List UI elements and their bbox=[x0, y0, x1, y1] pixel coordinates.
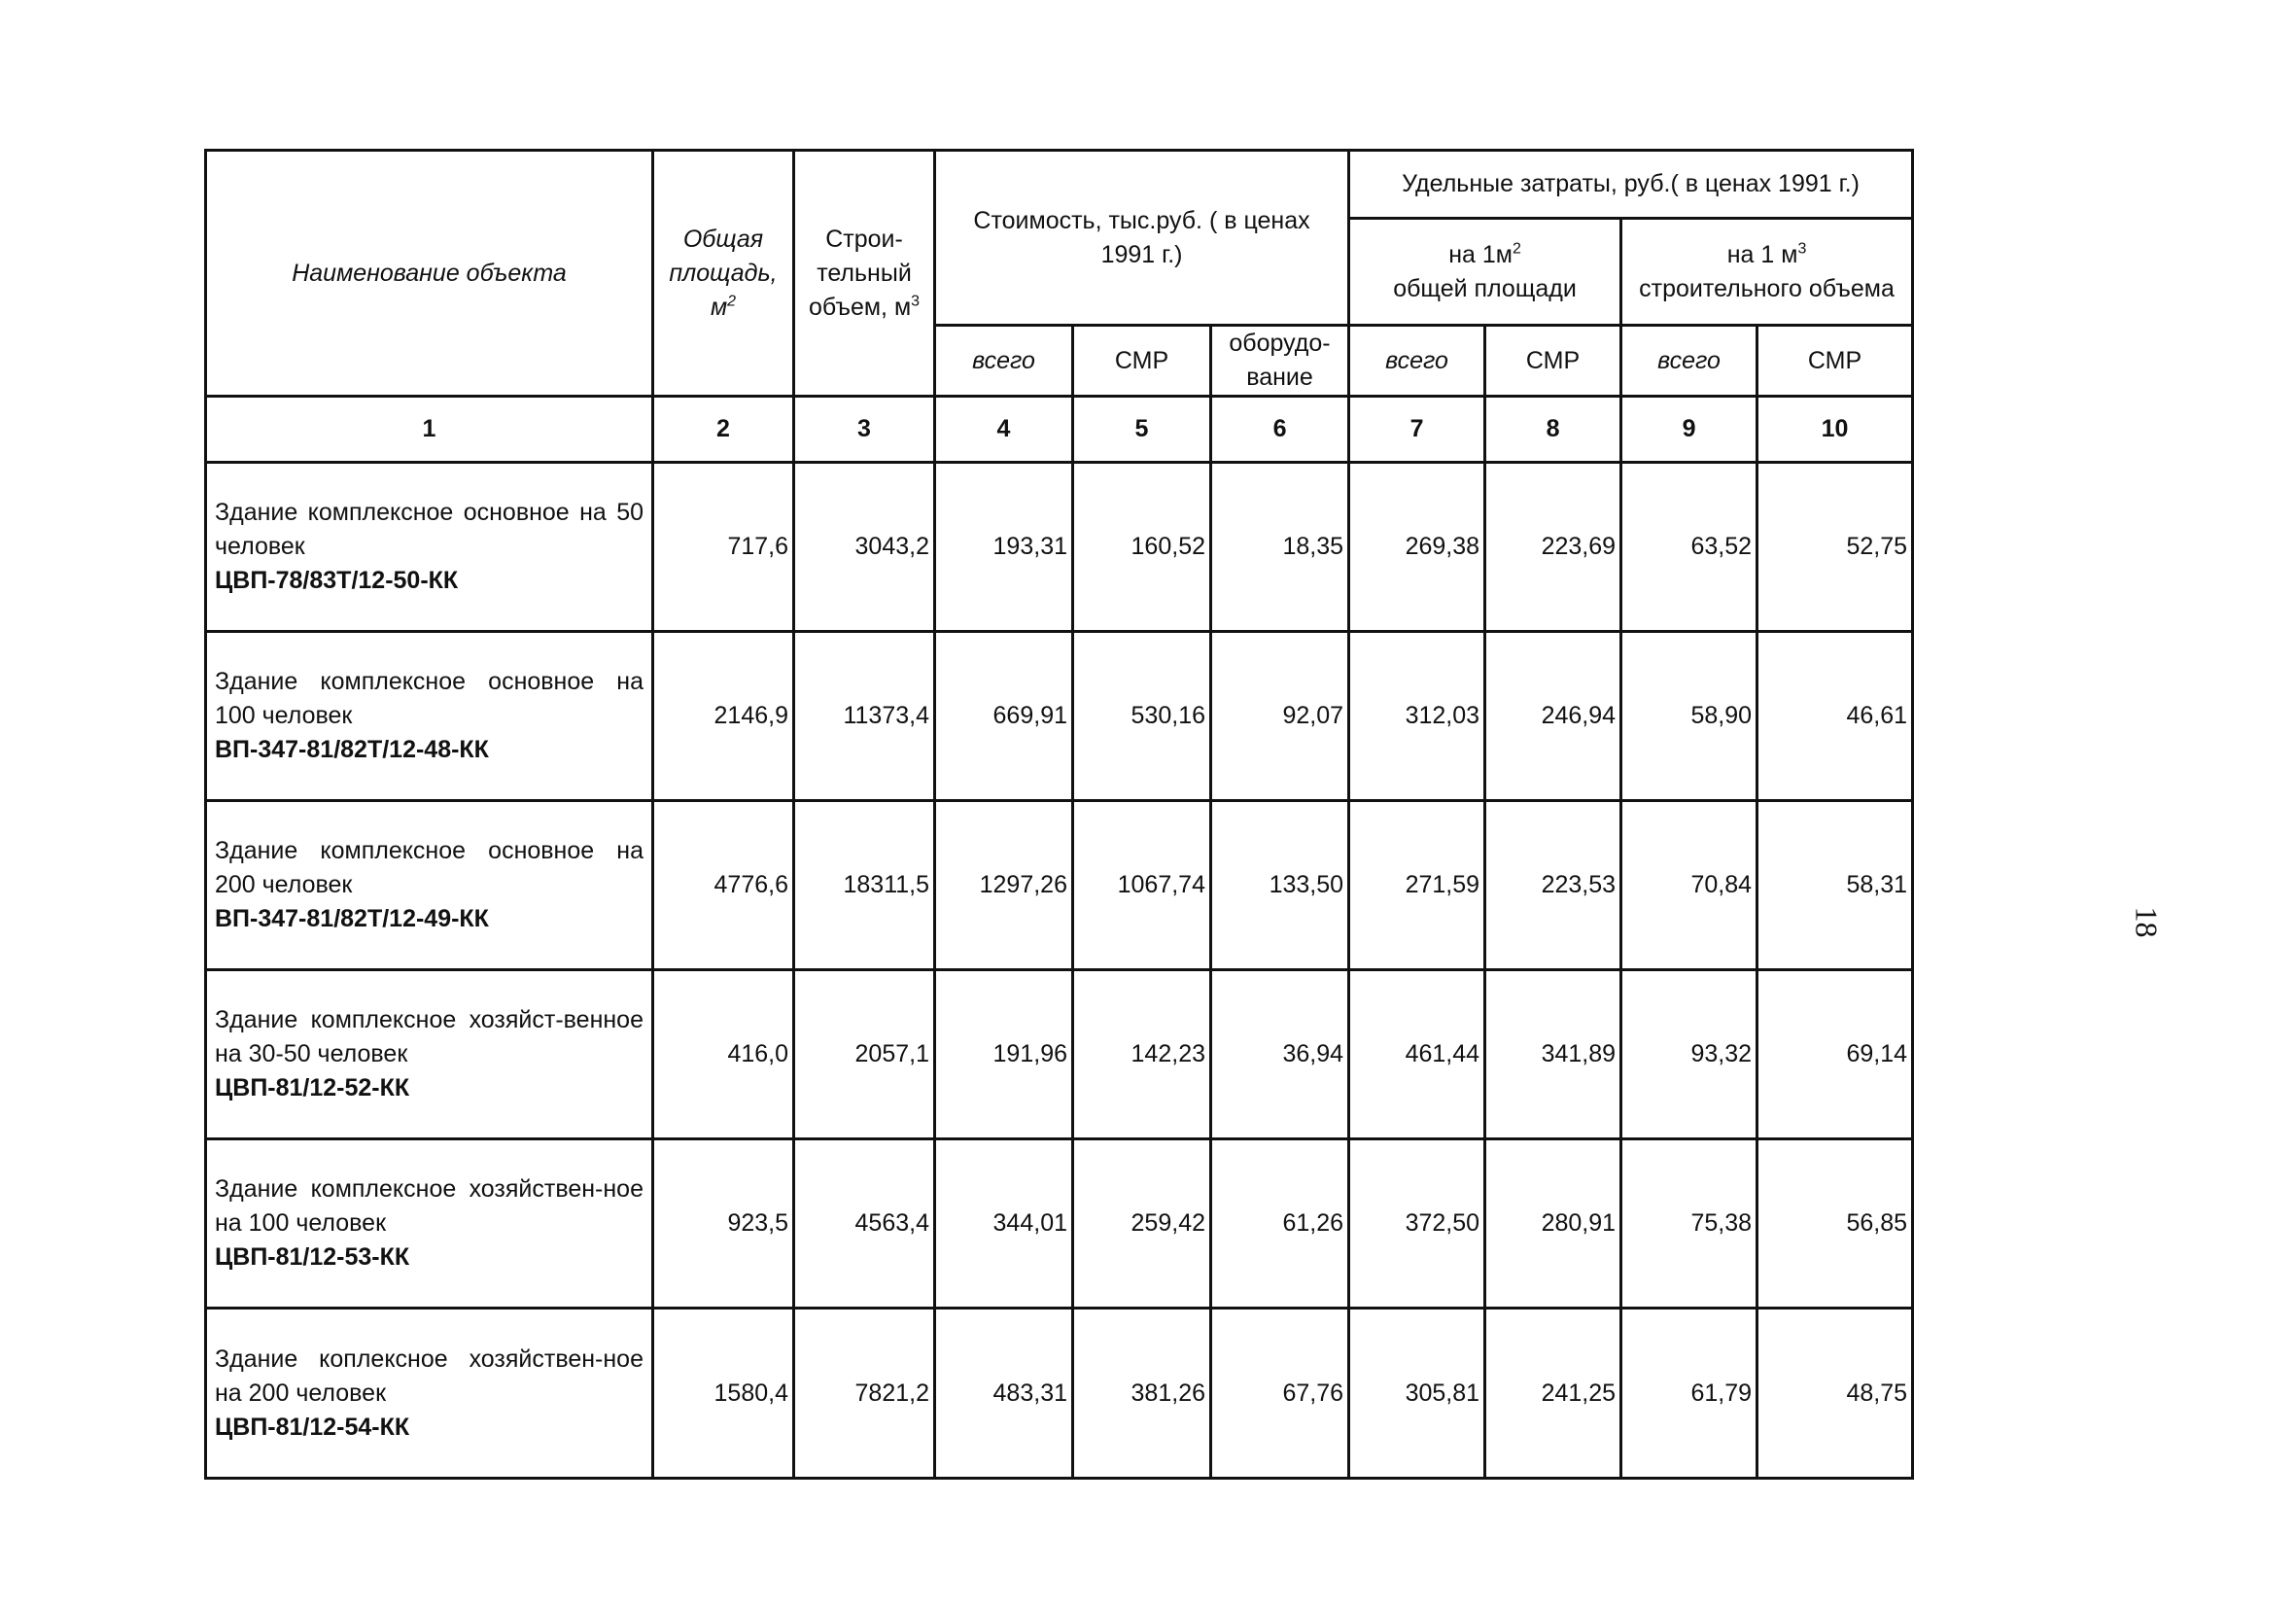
cost-equipment-value: 36,94 bbox=[1211, 970, 1349, 1139]
per-volume-smr-value: 48,75 bbox=[1757, 1309, 1913, 1479]
cost-smr-value: 381,26 bbox=[1073, 1309, 1211, 1479]
object-name-cell bbox=[206, 801, 653, 970]
table-row bbox=[206, 632, 1913, 801]
column-number: 6 bbox=[1211, 397, 1349, 463]
per-volume-smr-value: 56,85 bbox=[1757, 1139, 1913, 1309]
table-row bbox=[206, 970, 1913, 1139]
area-value: 717,6 bbox=[653, 463, 794, 632]
volume-value: 2057,1 bbox=[794, 970, 935, 1139]
page-number: 18 bbox=[2129, 906, 2165, 938]
cost-smr-value: 160,52 bbox=[1073, 463, 1211, 632]
column-number: 5 bbox=[1073, 397, 1211, 463]
per-volume-smr-value: 69,14 bbox=[1757, 970, 1913, 1139]
header-cost-group: Стоимость, тыс.руб. ( в ценах 1991 г.) bbox=[935, 151, 1349, 326]
area-value: 416,0 bbox=[653, 970, 794, 1139]
per-area-total-value: 312,03 bbox=[1349, 632, 1485, 801]
per-area-total-value: 271,59 bbox=[1349, 801, 1485, 970]
volume-value: 3043,2 bbox=[794, 463, 935, 632]
cost-total-value: 669,91 bbox=[935, 632, 1073, 801]
object-name: Здание комплексное основное на 100 человек bbox=[215, 668, 644, 729]
per-volume-total-value: 93,32 bbox=[1621, 970, 1757, 1139]
per-area-smr-value: 241,25 bbox=[1485, 1309, 1621, 1479]
per-volume-total-value: 61,79 bbox=[1621, 1309, 1757, 1479]
cost-equipment-value: 67,76 bbox=[1211, 1309, 1349, 1479]
cost-table bbox=[204, 149, 1914, 1480]
object-name: Здание комплексное основное на 50 человек bbox=[215, 499, 644, 560]
table-row bbox=[206, 463, 1913, 632]
header-per-volume: на 1 $м^3$ строительного объема bbox=[1621, 219, 1913, 326]
object-name: Здание комплексное хозяйст-венное на 30-50 человек bbox=[215, 1006, 644, 1067]
cost-equipment-value: 133,50 bbox=[1211, 801, 1349, 970]
column-number-row bbox=[206, 397, 1913, 463]
object-code: ВП-347-81/82Т/12-49-КК bbox=[215, 905, 489, 932]
volume-value: 11373,4 bbox=[794, 632, 935, 801]
cost-total-value: 193,31 bbox=[935, 463, 1073, 632]
object-name-cell bbox=[206, 970, 653, 1139]
per-volume-total-value: 58,90 bbox=[1621, 632, 1757, 801]
header-cost-equipment: оборудо-вание bbox=[1211, 326, 1349, 397]
column-number: 2 bbox=[653, 397, 794, 463]
header-area-smr: СМР bbox=[1485, 326, 1621, 397]
area-value: 4776,6 bbox=[653, 801, 794, 970]
column-number: 8 bbox=[1485, 397, 1621, 463]
area-value: 923,5 bbox=[653, 1139, 794, 1309]
object-name-cell bbox=[206, 1309, 653, 1479]
object-code: ЦВП-81/12-54-КК bbox=[215, 1413, 410, 1441]
column-number: 4 bbox=[935, 397, 1073, 463]
per-area-total-value: 372,50 bbox=[1349, 1139, 1485, 1309]
per-area-smr-value: 341,89 bbox=[1485, 970, 1621, 1139]
cost-total-value: 191,96 bbox=[935, 970, 1073, 1139]
object-name: Здание комплексное основное на 200 человек bbox=[215, 837, 644, 898]
per-area-total-value: 461,44 bbox=[1349, 970, 1485, 1139]
per-area-smr-value: 246,94 bbox=[1485, 632, 1621, 801]
cost-total-value: 483,31 bbox=[935, 1309, 1073, 1479]
object-code: ВП-347-81/82Т/12-48-КК bbox=[215, 736, 489, 763]
per-volume-smr-value: 58,31 bbox=[1757, 801, 1913, 970]
object-name-cell bbox=[206, 463, 653, 632]
header-per-area: на $1м^2$ общей площади bbox=[1349, 219, 1621, 326]
header-volume-total: всего bbox=[1621, 326, 1757, 397]
object-name: Здание коплексное хозяйствен-ное на 200 человек bbox=[215, 1345, 644, 1407]
per-volume-total-value: 70,84 bbox=[1621, 801, 1757, 970]
per-area-total-value: 269,38 bbox=[1349, 463, 1485, 632]
table-row bbox=[206, 1309, 1913, 1479]
cost-equipment-value: 18,35 bbox=[1211, 463, 1349, 632]
per-area-smr-value: 223,53 bbox=[1485, 801, 1621, 970]
per-area-total-value: 305,81 bbox=[1349, 1309, 1485, 1479]
cost-equipment-value: 92,07 bbox=[1211, 632, 1349, 801]
cost-equipment-value: 61,26 bbox=[1211, 1139, 1349, 1309]
column-number: 7 bbox=[1349, 397, 1485, 463]
column-number: 3 bbox=[794, 397, 935, 463]
cost-smr-value: 1067,74 bbox=[1073, 801, 1211, 970]
per-volume-smr-value: 52,75 bbox=[1757, 463, 1913, 632]
header-volume-smr: СМР bbox=[1757, 326, 1913, 397]
cost-smr-value: 259,42 bbox=[1073, 1139, 1211, 1309]
cost-total-value: 1297,26 bbox=[935, 801, 1073, 970]
object-name-cell bbox=[206, 1139, 653, 1309]
object-name: Здание комплексное хозяйствен-ное на 100 человек bbox=[215, 1175, 644, 1237]
column-number: 1 bbox=[206, 397, 653, 463]
object-code: ЦВП-81/12-52-КК bbox=[215, 1074, 410, 1101]
per-area-smr-value: 280,91 bbox=[1485, 1139, 1621, 1309]
volume-value: 7821,2 bbox=[794, 1309, 935, 1479]
object-code: ЦВП-81/12-53-КК bbox=[215, 1243, 410, 1271]
per-volume-smr-value: 46,61 bbox=[1757, 632, 1913, 801]
column-number: 9 bbox=[1621, 397, 1757, 463]
cost-smr-value: 142,23 bbox=[1073, 970, 1211, 1139]
table-row bbox=[206, 801, 1913, 970]
table-row bbox=[206, 1139, 1913, 1309]
area-value: 1580,4 bbox=[653, 1309, 794, 1479]
object-name-cell bbox=[206, 632, 653, 801]
per-area-smr-value: 223,69 bbox=[1485, 463, 1621, 632]
volume-value: 4563,4 bbox=[794, 1139, 935, 1309]
header-name: Наименование объекта bbox=[206, 151, 653, 397]
cost-smr-value: 530,16 bbox=[1073, 632, 1211, 801]
header-unit-group: Удельные затраты, руб.( в ценах 1991 г.) bbox=[1349, 151, 1913, 219]
per-volume-total-value: 75,38 bbox=[1621, 1139, 1757, 1309]
header-area: Общая площадь, $м^2$ bbox=[653, 151, 794, 397]
area-value: 2146,9 bbox=[653, 632, 794, 801]
header-volume: Строи-тельный объем, $м^3$ bbox=[794, 151, 935, 397]
object-code: ЦВП-78/83Т/12-50-КК bbox=[215, 567, 459, 594]
header-area-total: всего bbox=[1349, 326, 1485, 397]
per-volume-total-value: 63,52 bbox=[1621, 463, 1757, 632]
volume-value: 18311,5 bbox=[794, 801, 935, 970]
column-number: 10 bbox=[1757, 397, 1913, 463]
cost-total-value: 344,01 bbox=[935, 1139, 1073, 1309]
header-cost-smr: СМР bbox=[1073, 326, 1211, 397]
header-cost-total: всего bbox=[935, 326, 1073, 397]
